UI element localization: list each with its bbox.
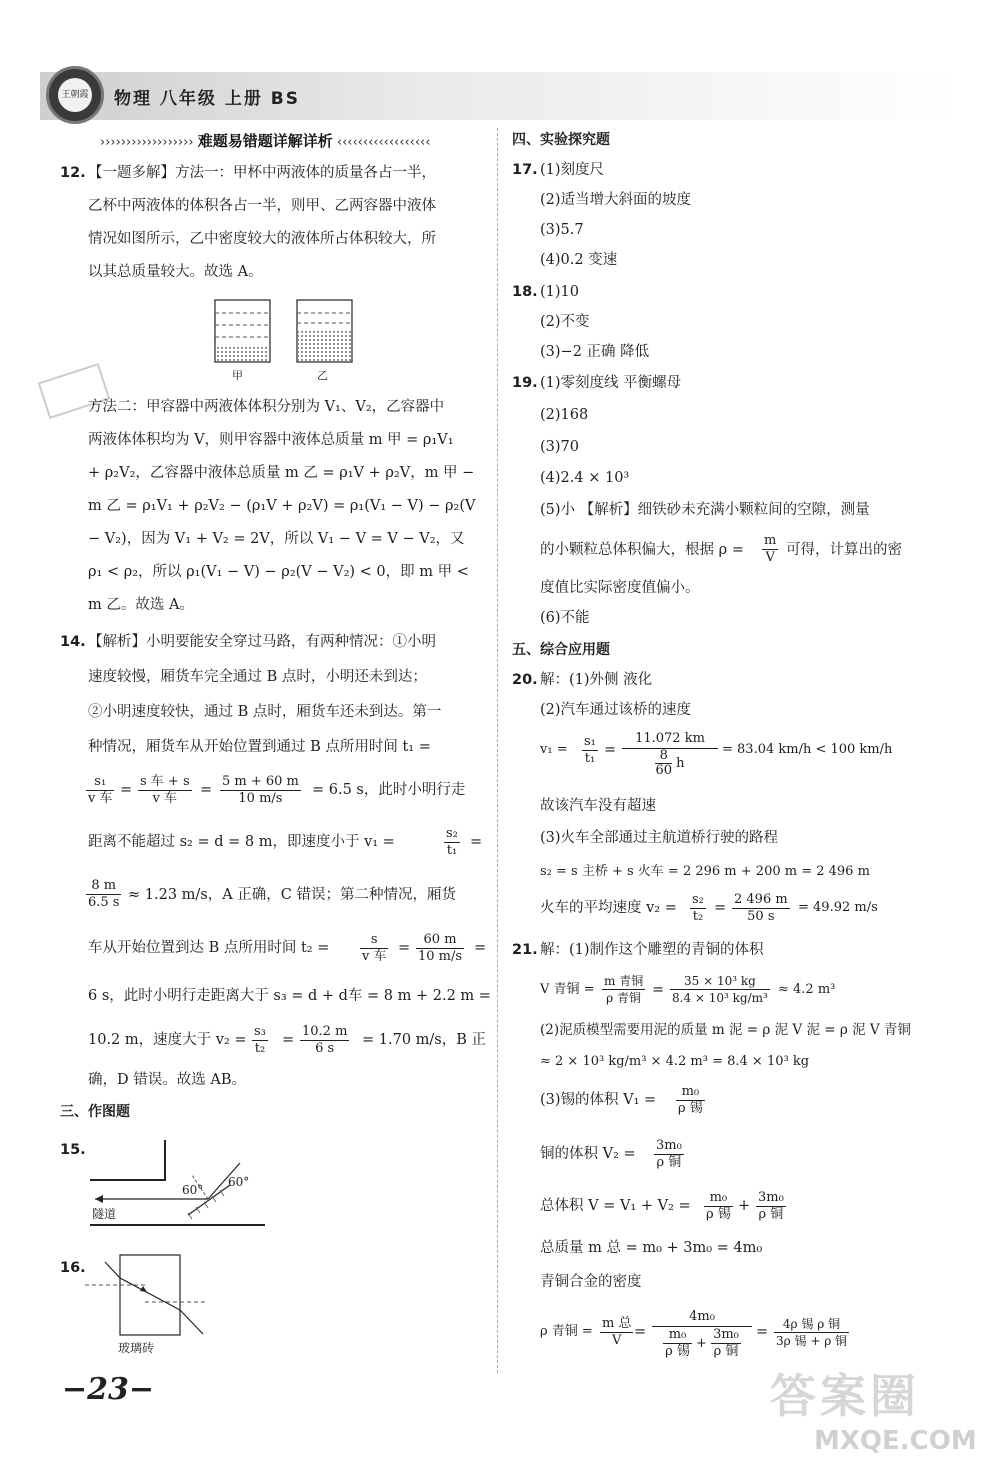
q12-line: m 乙。故选 A。 <box>88 597 194 613</box>
answer-item: (2)不变 <box>540 314 590 330</box>
q15-angle-label: 60° <box>182 1183 204 1197</box>
q14-line: ≈ 1.23 m/s，A 正确，C 错误；第二种情况，厢货 <box>128 887 457 903</box>
fraction: 2 496 m 50 s <box>734 892 788 924</box>
equals: = <box>470 834 483 850</box>
fraction: s₁ t₁ <box>584 734 596 766</box>
question-number: 17. <box>512 162 538 178</box>
q12-line: 【一题多解】方法一：甲杯中两液体的质量各占一半， <box>88 165 436 181</box>
answer-item: (3)5.7 <box>540 222 584 238</box>
answer-item: (2)168 <box>540 407 589 423</box>
q15-label: 隧道 <box>92 1207 117 1221</box>
answer-item: (6)不能 <box>540 610 590 626</box>
fraction: s₂ t₂ <box>692 892 704 924</box>
equals: = <box>398 940 411 956</box>
watermark-logo: 答案圈 <box>770 1369 920 1423</box>
fraction: m₀ ρ 锡 <box>706 1190 731 1222</box>
fraction: m V <box>764 533 777 565</box>
q14-line: = 1.70 m/s，B 正 <box>362 1032 486 1048</box>
fraction: 60 m 10 m/s <box>418 932 463 964</box>
answer-item: (3)70 <box>540 439 579 455</box>
q20-line: = 49.92 m/s <box>798 900 878 915</box>
answer-item: 度值比实际密度值偏小。 <box>540 580 700 596</box>
q12-line: 以其总质量较大。故选 A。 <box>88 264 263 280</box>
q12-line: − V₂)，因为 V₁ + V₂ = 2V，所以 V₁ − V = V − V₂，又 <box>88 531 465 547</box>
q14-line: 确，D 错误。故选 AB。 <box>88 1072 246 1088</box>
q14-line: 车从开始位置到达 B 点所用时间 t₂ = <box>88 940 330 956</box>
page-number: −23− <box>62 1372 155 1407</box>
q14-line: 6 s，此时小明行走距离大于 s₃ = d + d车 = 8 m + 2.2 m = <box>88 988 491 1004</box>
q12-line: m 乙 = ρ₁V₁ + ρ₂V₂ − (ρ₁V + ρ₂V) = ρ₁(V₁ − V) − ρ₂(V <box>88 498 476 514</box>
figure-label-yi: 乙 <box>317 369 328 382</box>
q14-line: 种情况，厢货车从开始位置到通过 B 点所用时间 t₁ = <box>88 739 431 755</box>
fraction: 10.2 m 6 s <box>302 1024 348 1056</box>
answer-item: (5)小 【解析】细铁砂未充满小颗粒间的空隙，测量 <box>540 502 870 518</box>
question-number: 20. <box>512 672 538 688</box>
q21-line: (3)锡的体积 V₁ = <box>540 1092 657 1108</box>
answer-item: (2)适当增大斜面的坡度 <box>540 192 692 208</box>
q21-line: 总体积 V = V₁ + V₂ = <box>540 1198 691 1214</box>
section-title: 四、实验探究题 <box>512 132 610 148</box>
logo-text: 王朝霞 <box>58 78 92 112</box>
q20-line: 火车的平均速度 v₂ = <box>540 900 677 916</box>
fraction: s₁ v 车 <box>88 774 113 806</box>
figure-label-jia: 甲 <box>232 369 243 382</box>
equals: = <box>200 782 213 798</box>
equals: = <box>634 1324 647 1340</box>
banner-deco-right: ‹‹‹‹‹‹‹‹‹‹‹‹‹‹‹‹‹‹ <box>336 135 431 150</box>
fraction: 3m₀ ρ 铜 <box>656 1138 682 1170</box>
fraction: 4ρ 锡 ρ 铜 3ρ 锡 + ρ 铜 <box>776 1317 848 1348</box>
answer-item: (1)10 <box>540 284 579 300</box>
answer-item: 可得，计算出的密 <box>786 542 902 558</box>
q21-line: 青铜合金的密度 <box>540 1274 642 1290</box>
q12-line: 方法二：甲容器中两液体体积分别为 V₁、V₂，乙容器中 <box>88 399 445 415</box>
question-number: 18. <box>512 284 538 300</box>
q14-line: 【解析】小明要能安全穿过马路，有两种情况：①小明 <box>88 634 436 650</box>
answer-item: (4)2.4 × 10³ <box>540 470 630 486</box>
banner-deco-left: ›››››››››››››››››› <box>100 135 194 150</box>
q14-text: = 6.5 s，此时小明行走 <box>312 782 466 798</box>
equals: = <box>474 940 487 956</box>
answer-item: (3)−2 正确 降低 <box>540 344 650 360</box>
q20-line: s₂ = s 主桥 + s 火车 = 2 296 m + 200 m = 2 496 m <box>540 864 870 879</box>
fraction: s 车 + s v 车 <box>140 774 190 806</box>
fraction: m 青铜 ρ 青铜 <box>604 974 644 1005</box>
fraction: 3m₀ ρ 铜 <box>758 1190 784 1222</box>
q12-line: 情况如图所示，乙中密度较大的液体所占体积较大，所 <box>88 231 436 247</box>
q12-line: + ρ₂V₂，乙容器中液体总质量 m 乙 = ρ₁V + ρ₂V，m 甲 − <box>88 465 475 481</box>
section-banner <box>100 130 490 151</box>
q12-beaker-figure <box>205 295 365 375</box>
q14-line: ②小明速度较快，通过 B 点时，厢货车还未到达。第一 <box>88 704 442 720</box>
q20-line: (2)汽车通过该桥的速度 <box>540 702 692 718</box>
fraction: s v 车 <box>362 932 387 964</box>
q21-line: (2)泥质模型需要用泥的质量 m 泥 = ρ 泥 V 泥 = ρ 泥 V 青铜 <box>540 1022 911 1038</box>
q20-line: (3)火车全部通过主航道桥行驶的路程 <box>540 830 779 846</box>
equals: = <box>714 900 727 916</box>
q21-line: 解：(1)制作这个雕塑的青铜的体积 <box>540 942 764 958</box>
q14-line: 速度较慢，厢货车完全通过 B 点时，小明还未到达； <box>88 669 427 685</box>
banner-title: 难题易错题详解详析 <box>197 132 333 150</box>
equals: = <box>604 742 617 758</box>
q21-line: 铜的体积 V₂ = <box>540 1146 636 1162</box>
section-title: 五、综合应用题 <box>512 642 610 658</box>
publisher-logo <box>46 66 104 124</box>
fraction: s₃ t₂ <box>254 1024 266 1056</box>
q20-line: v₁ = <box>540 742 568 757</box>
question-number: 21. <box>512 942 538 958</box>
equals: = <box>120 782 133 798</box>
answer-item: (1)刻度尺 <box>540 162 605 178</box>
column-divider <box>497 128 498 1373</box>
q21-line: ≈ 2 × 10³ kg/m³ × 4.2 m³ = 8.4 × 10³ kg <box>540 1054 810 1069</box>
q12-line: 乙杯中两液体的体积各占一半，则甲、乙两容器中液体 <box>88 198 436 214</box>
q14-line: 10.2 m，速度大于 v₂ = <box>88 1032 247 1048</box>
question-number: 19. <box>512 375 538 391</box>
equals: = <box>756 1324 769 1340</box>
q21-line: ≈ 4.2 m³ <box>778 982 836 997</box>
equals: = <box>652 982 665 998</box>
fraction: 35 × 10³ kg 8.4 × 10³ kg/m³ <box>672 974 768 1005</box>
q20-line: = 83.04 km/h < 100 km/h <box>722 742 893 757</box>
q16-label: 玻璃砖 <box>118 1341 155 1355</box>
answer-item: (4)0.2 变速 <box>540 252 618 268</box>
question-number: 14. <box>60 634 86 650</box>
question-number: 16. <box>60 1260 86 1276</box>
q12-line: ρ₁ < ρ₂，所以 ρ₁(V₁ − V) − ρ₂(V − V₂) < 0，即 m 甲 < <box>88 564 469 580</box>
plus: + <box>738 1198 751 1214</box>
q20-line: 解：(1)外侧 液化 <box>540 672 653 688</box>
section-title: 三、作图题 <box>60 1104 130 1120</box>
q21-line: ρ 青铜 = <box>540 1324 593 1339</box>
q14-line: 距离不能超过 s₂ = d = 8 m，即速度小于 v₁ = <box>88 834 395 850</box>
compound-fraction: 11.072 km $\frac{8}{60}$ h <box>622 730 718 778</box>
header-title: 物理 八年级 上册 BS <box>114 89 300 109</box>
watermark-url: MXQE.COM <box>814 1426 977 1456</box>
equals: = <box>282 1032 295 1048</box>
fraction: m₀ ρ 锡 <box>678 1084 703 1116</box>
question-number: 15. <box>60 1142 86 1158</box>
fraction: 8 m 6.5 s <box>88 878 120 910</box>
q20-line: 故该汽车没有超速 <box>540 798 656 814</box>
fraction: 5 m + 60 m 10 m/s <box>222 774 299 806</box>
q21-line: 总质量 m 总 = m₀ + 3m₀ = 4m₀ <box>540 1240 763 1256</box>
question-number: 12. <box>60 165 86 181</box>
q12-line: 两液体体积均为 V，则甲容器中液体总质量 m 甲 = ρ₁V₁ <box>88 432 454 448</box>
q21-line: V 青铜 = <box>540 982 595 997</box>
compound-fraction: 4m₀ m₀ ρ 锡 + 3m₀ ρ 铜 <box>652 1308 752 1360</box>
answer-item: (1)零刻度线 平衡螺母 <box>540 375 682 391</box>
answer-item: 的小颗粒总体积偏大，根据 ρ = <box>540 542 744 558</box>
fraction: s₂ t₁ <box>446 826 458 858</box>
fraction: m 总 V <box>602 1316 632 1348</box>
q15-angle-label: 60° <box>228 1175 250 1189</box>
